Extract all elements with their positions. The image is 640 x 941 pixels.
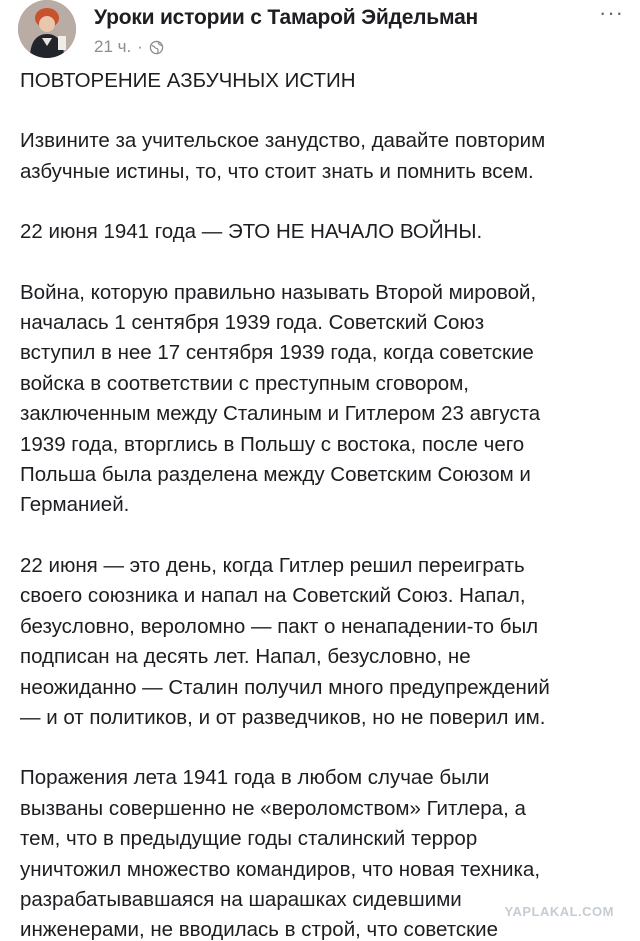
watermark: YAPLAKAL.COM [504, 904, 614, 919]
post-paragraph: 22 июня — это день, когда Гитлер решил переиграть своего союзника и напал на Советский Союз. Напал, безусловно, вероломно — пакт о ненападении-то был подписан на десять лет. Напал, безусловно, не неожиданно — Сталин получил много предупреждений — и от политиков, и от разведчиков, но не поверил им. [20, 553, 550, 729]
post-title: ПОВТОРЕНИЕ АЗБУЧНЫХ ИСТИН [20, 69, 356, 92]
post-body [20, 66, 632, 941]
meta-separator: · [137, 37, 143, 56]
post-paragraph: Извините за учительское занудство, давайте повторим азбучные истины, то, что стоит знать и помнить всем. [20, 129, 546, 183]
post-header [18, 0, 628, 58]
post-paragraph: Война, которую правильно называть Второй мировой, началась 1 сентября 1939 года. Советский Союз вступил в нее 17 сентября 1939 года, когда советские войска в соответствии с преступным сговором, заключенным между Сталиным и Гитлером 23 августа 1939 года, вторглись в Польшу с востока, после чего Польша была разделена между Советским Союзом и Германией. [20, 280, 541, 517]
more-options-icon[interactable]: ··· [599, 0, 624, 25]
post-paragraph: Поражения лета 1941 года в любом случае были вызваны совершенно не «вероломством» Гитлера, а тем, что в предыдущие годы сталинский террор уничтожил множество командиров, что новая техника, разрабатывавшаяся на шарашках сидевшими инженерами, не вводилась в строй, что советские [20, 766, 541, 941]
author-name[interactable]: Уроки истории с Тамарой Эйдельман [94, 6, 479, 29]
post-meta [94, 37, 164, 57]
post-timestamp[interactable]: 21 ч. [94, 37, 132, 56]
avatar-photo [18, 0, 76, 58]
avatar[interactable] [18, 0, 76, 58]
post-paragraph: 22 июня 1941 года — ЭТО НЕ НАЧАЛО ВОЙНЫ. [20, 220, 483, 244]
globe-icon [149, 40, 164, 55]
